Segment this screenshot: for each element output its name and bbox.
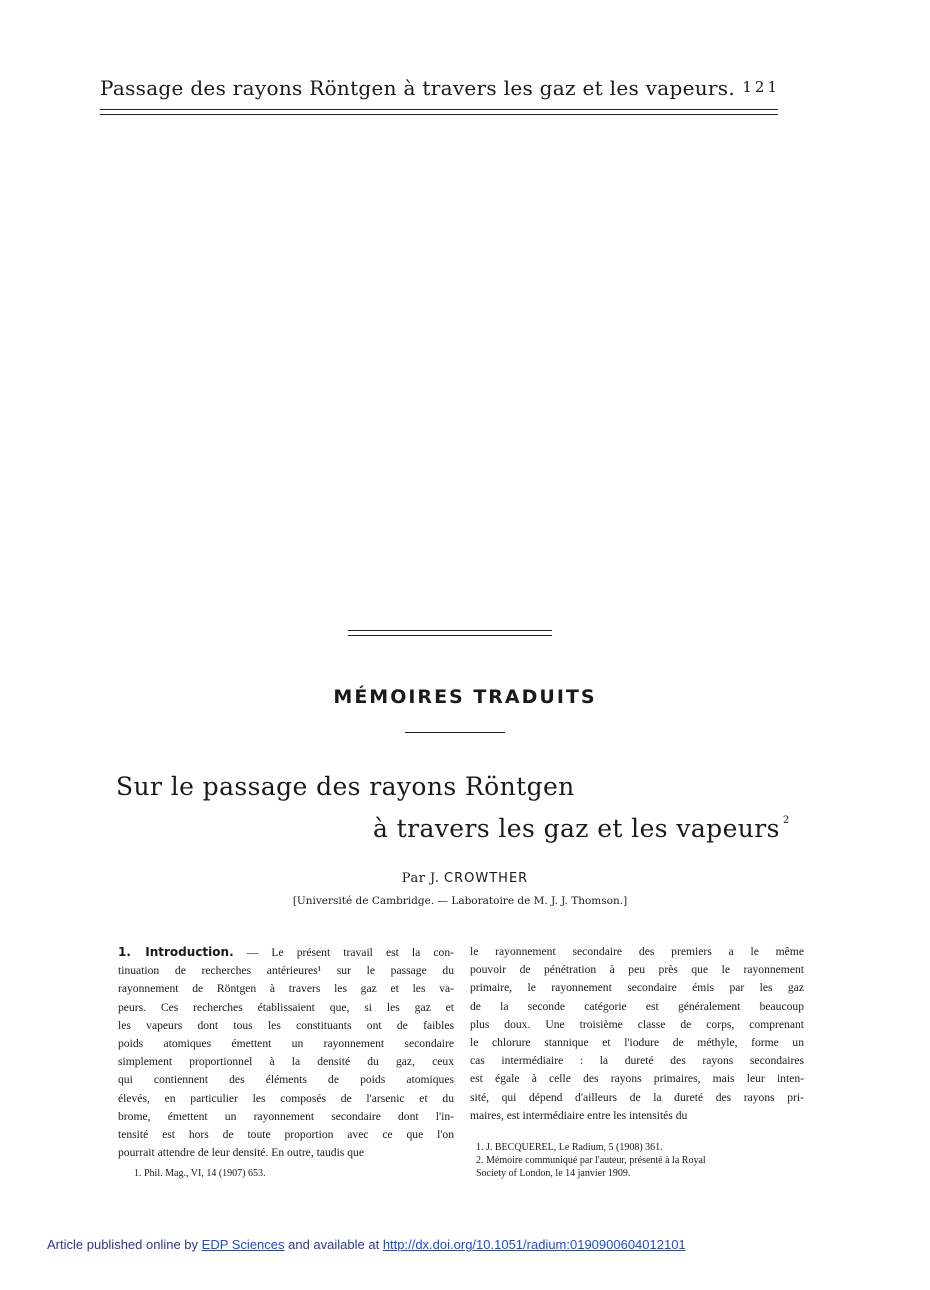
- section-ornament-rule: [348, 635, 552, 636]
- paragraph-line: maires, est intermédiaire entre les intensités du: [470, 1108, 688, 1122]
- publication-note-prefix: Article published online by: [47, 1237, 202, 1252]
- paragraph-line: les vapeurs dont tous les constituants ont de faibles: [118, 1018, 454, 1032]
- paragraph-line: pouvoir de pénétration à peu près que le rayonnement: [470, 963, 804, 977]
- paragraph-line: le rayonnement secondaire des premiers a le même: [470, 945, 804, 958]
- publisher-link[interactable]: EDP Sciences: [201, 1237, 285, 1252]
- affiliation: [Université de Cambridge. — Laboratoire de M. J. J. Thomson.]: [292, 895, 628, 907]
- paragraph-line: simplement proportionnel à la densité du gaz, ceux: [118, 1055, 454, 1069]
- paragraph-line: est égale à celle des rayons primaires, mais leur inten-: [470, 1072, 804, 1086]
- body-column-left: [118, 943, 454, 1162]
- paragraph-line: 1. Introduction. — Le présent travail est la con-: [118, 945, 454, 959]
- paragraph-line: de la seconde catégorie est généralement beaucoup: [470, 999, 804, 1013]
- header-rule-bottom: [100, 114, 778, 115]
- paragraph-line: peurs. Ces recherches établissaient que, si les gaz et: [118, 1000, 454, 1014]
- article-title-text: à travers les gaz et les vapeurs: [373, 814, 780, 843]
- paragraph-line: brome, émettent un rayonnement secondaire dont l'in-: [118, 1109, 454, 1123]
- paragraph-line: élevés, en particulier les composés de l'arsenic et du: [118, 1091, 454, 1105]
- footnote: 1. J. BECQUEREL, Le Radium, 5 (1908) 361.: [476, 1142, 663, 1153]
- paragraph-line: rayonnement de Röntgen à travers les gaz et les va-: [118, 982, 454, 996]
- paragraph-line: primaire, le rayonnement secondaire émis par les gaz: [470, 981, 804, 995]
- paragraph-line: tinuation de recherches antérieures¹ sur le passage du: [118, 964, 454, 978]
- byline: [0, 871, 930, 886]
- paragraph-line: cas intermédiaire : la dureté des rayons secondaires: [470, 1054, 804, 1068]
- publication-note-middle: and available at: [284, 1237, 383, 1252]
- paragraph-line: pourrait attendre de leur densité. En outre, taudis que: [118, 1146, 364, 1160]
- doi-link[interactable]: http://dx.doi.org/10.1051/radium:0190900604012101: [382, 1237, 686, 1252]
- footnote-left: 1. Phil. Mag., VI, 14 (1907) 653.: [134, 1168, 266, 1179]
- section-divider: [405, 732, 505, 733]
- footnote-marker: 2: [782, 815, 790, 826]
- article-title-line-1: Sur le passage des rayons Röntgen: [116, 772, 575, 801]
- section-title: MÉMOIRES TRADUITS: [333, 686, 597, 708]
- body-column-right: [470, 943, 804, 1125]
- publication-note: [47, 1237, 686, 1252]
- footnote: 2. Mémoire communiqué par l'auteur, présenté à la Royal: [476, 1155, 706, 1166]
- paragraph-line: plus doux. Une troisième classe de corps, comprenant: [470, 1017, 804, 1031]
- footnote: Society of London, le 14 janvier 1909.: [476, 1168, 631, 1179]
- section-ornament-rule: [348, 630, 552, 631]
- page-number: 121: [742, 78, 780, 96]
- paragraph-line: poids atomiques émettent un rayonnement secondaire: [118, 1037, 454, 1051]
- paragraph-line: le chlorure stannique et l'iodure de méthyle, forme un: [470, 1036, 804, 1050]
- running-header: [100, 76, 780, 100]
- footnotes-right: [476, 1141, 810, 1180]
- author-name: CROWTHER: [444, 871, 529, 886]
- article-title-line-2: [373, 814, 790, 843]
- byline-prefix: Par J.: [401, 871, 440, 886]
- running-title: Passage des rayons Röntgen à travers les gaz et les vapeurs.: [100, 76, 736, 100]
- section-heading: 1. Introduction.: [118, 945, 234, 959]
- paragraph-line: tensité est hors de toute proportion avec ce que l'on: [118, 1128, 454, 1142]
- header-rule-top: [100, 109, 778, 110]
- paragraph-line: sité, qui dépend d'ailleurs de la dureté des rayons pri-: [470, 1090, 804, 1104]
- paragraph-line: qui contiennent des éléments de poids atomiques: [118, 1073, 454, 1087]
